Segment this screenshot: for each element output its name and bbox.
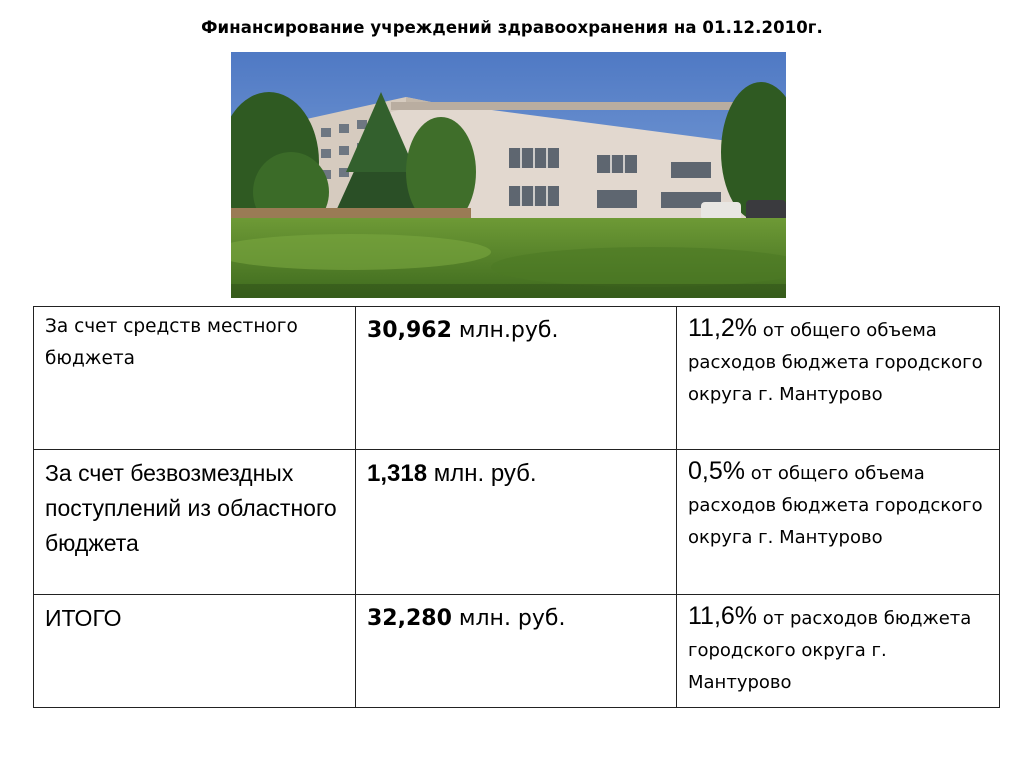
budget-table bbox=[33, 306, 1000, 708]
table-row bbox=[34, 307, 1000, 450]
amount-cell bbox=[356, 595, 677, 708]
source-cell bbox=[34, 307, 356, 450]
table-row bbox=[34, 595, 1000, 708]
share-value: 11,6% от расходов бюджета городского округа г. Мантурово bbox=[688, 602, 972, 693]
amount-cell bbox=[356, 450, 677, 595]
share-cell bbox=[677, 595, 1000, 708]
slide-title: Финансирование учреждений здравоохранения на 01.12.2010г. bbox=[201, 18, 823, 37]
amount-value: 30,962 млн.руб. bbox=[367, 318, 559, 343]
amount-value: 1,318 млн. руб. bbox=[367, 460, 537, 487]
share-value: 0,5% от общего объема расходов бюджета городского округа г. Мантурово bbox=[688, 457, 983, 548]
source-label: За счет средств местного бюджета bbox=[45, 316, 298, 369]
source-cell bbox=[34, 595, 356, 708]
share-cell bbox=[677, 307, 1000, 450]
source-cell bbox=[34, 450, 356, 595]
hospital-building-photo bbox=[231, 52, 786, 298]
source-label: За счет безвозмездных поступлений из областного бюджета bbox=[45, 460, 337, 556]
share-cell bbox=[677, 450, 1000, 595]
source-label: ИТОГО bbox=[45, 605, 122, 631]
table-row bbox=[34, 450, 1000, 595]
amount-value: 32,280 млн. руб. bbox=[367, 606, 566, 631]
amount-cell bbox=[356, 307, 677, 450]
share-value: 11,2% от общего объема расходов бюджета городского округа г. Мантурово bbox=[688, 314, 983, 405]
